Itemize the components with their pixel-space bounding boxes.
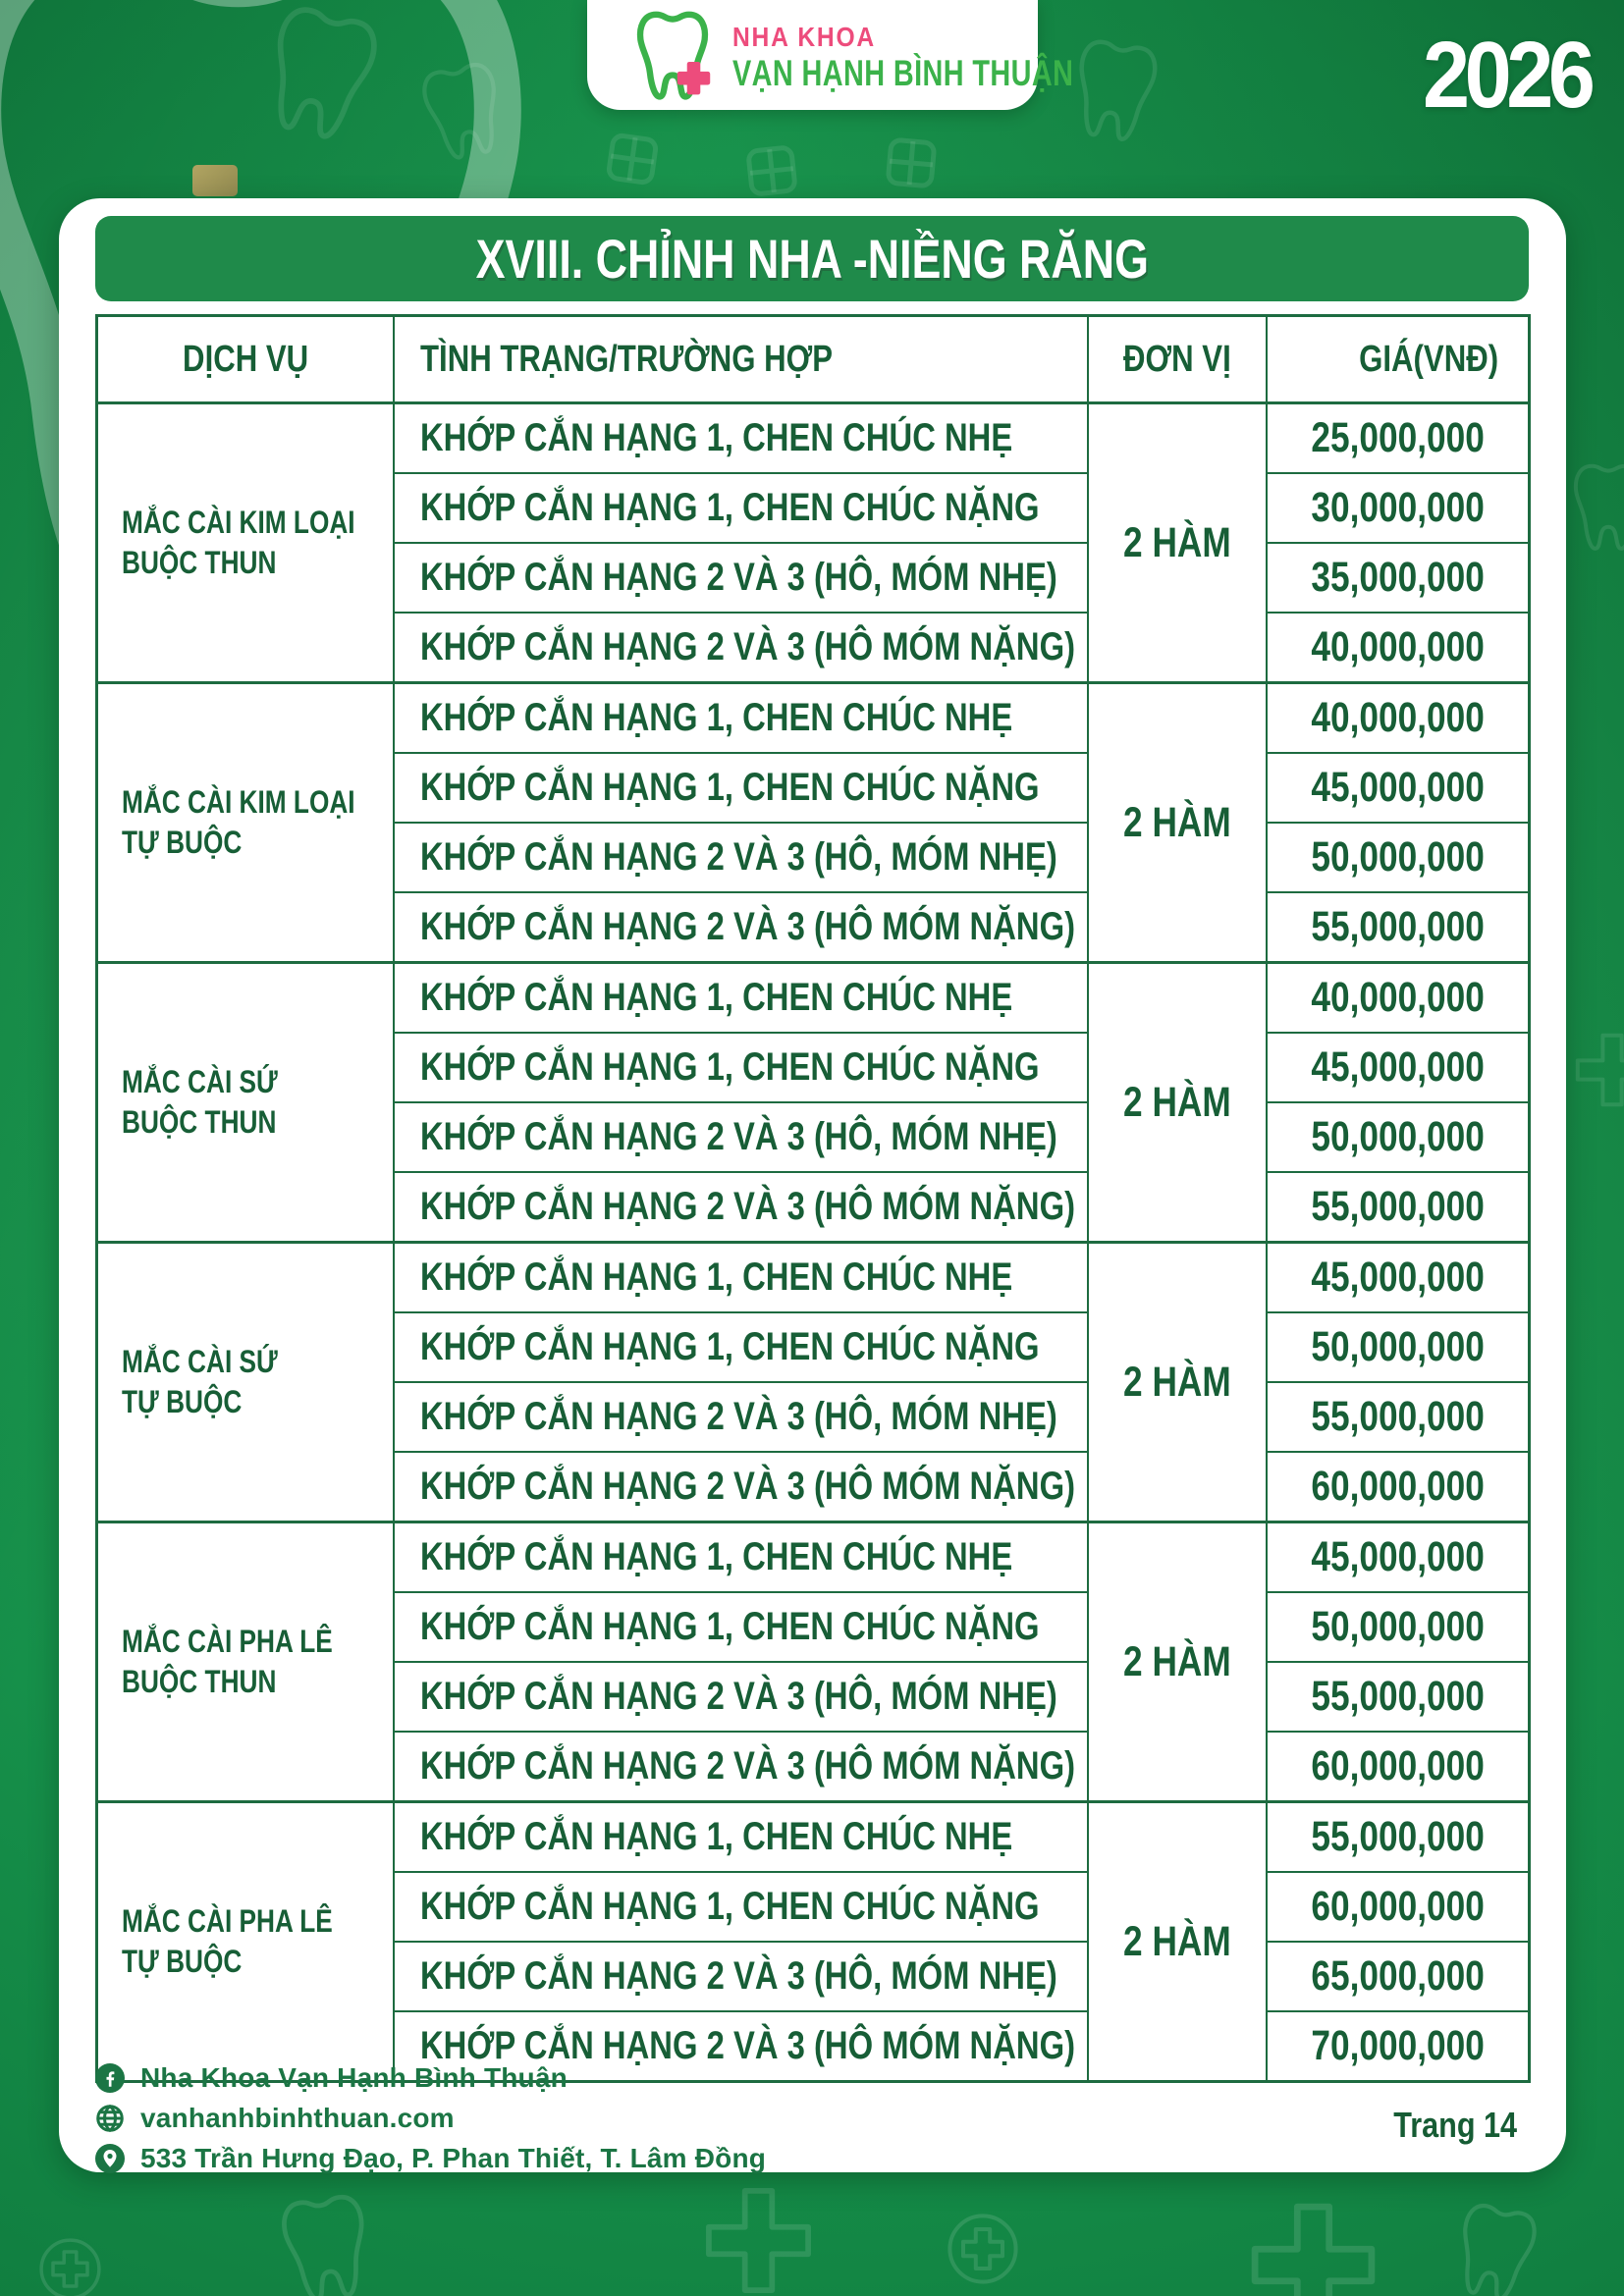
price-cell: 35,000,000 bbox=[1267, 543, 1530, 613]
service-cell: MẮC CÀI KIM LOẠI BUỘC THUN bbox=[97, 403, 394, 683]
globe-icon bbox=[95, 2104, 125, 2133]
case-cell: KHỚP CẮN HẠNG 1, CHEN CHÚC NẶNG bbox=[394, 753, 1088, 823]
facebook-row bbox=[95, 2057, 766, 2098]
price-cell: 45,000,000 bbox=[1267, 1033, 1530, 1102]
header-cell-service: DỊCH VỤ bbox=[97, 316, 394, 403]
unit-cell: 2 HÀM bbox=[1088, 683, 1267, 963]
page-number-label: Trang 14 bbox=[1393, 2105, 1517, 2145]
case-cell: KHỚP CẮN HẠNG 2 VÀ 3 (HÔ, MÓM NHẸ) bbox=[394, 1942, 1088, 2011]
header-cell-unit: ĐƠN VỊ bbox=[1088, 316, 1267, 403]
website-label: vanhanhbinhthuan.com bbox=[140, 2102, 455, 2133]
tooth-logo-icon bbox=[630, 10, 715, 102]
case-cell: KHỚP CẮN HẠNG 1, CHEN CHÚC NHẸ bbox=[394, 1802, 1088, 1873]
case-cell: KHỚP CẮN HẠNG 2 VÀ 3 (HÔ MÓM NẶNG) bbox=[394, 1452, 1088, 1522]
case-cell: KHỚP CẮN HẠNG 2 VÀ 3 (HÔ MÓM NẶNG) bbox=[394, 892, 1088, 963]
price-cell: 55,000,000 bbox=[1267, 892, 1530, 963]
case-cell: KHỚP CẮN HẠNG 2 VÀ 3 (HÔ, MÓM NHẸ) bbox=[394, 1102, 1088, 1172]
service-cell: MẮC CÀI KIM LOẠI TỰ BUỘC bbox=[97, 683, 394, 963]
price-cell: 45,000,000 bbox=[1267, 1243, 1530, 1313]
case-cell: KHỚP CẮN HẠNG 2 VÀ 3 (HÔ, MÓM NHẸ) bbox=[394, 543, 1088, 613]
section-title: XVIII. CHỈNH NHA -NIỀNG RĂNG bbox=[475, 228, 1149, 290]
case-cell: KHỚP CẮN HẠNG 1, CHEN CHÚC NHẸ bbox=[394, 1522, 1088, 1593]
price-cell: 40,000,000 bbox=[1267, 613, 1530, 683]
unit-cell: 2 HÀM bbox=[1088, 1243, 1267, 1522]
case-cell: KHỚP CẮN HẠNG 1, CHEN CHÚC NẶNG bbox=[394, 1592, 1088, 1662]
header-cell-condition: TÌNH TRẠNG/TRƯỜNG HỢP bbox=[394, 316, 1088, 403]
case-cell: KHỚP CẮN HẠNG 2 VÀ 3 (HÔ MÓM NẶNG) bbox=[394, 613, 1088, 683]
price-cell: 55,000,000 bbox=[1267, 1382, 1530, 1452]
website-row bbox=[95, 2098, 766, 2138]
address-label: 533 Trần Hưng Đạo, P. Phan Thiết, T. Lâm Đồng bbox=[140, 2142, 767, 2173]
price-cell: 50,000,000 bbox=[1267, 823, 1530, 892]
case-cell: KHỚP CẮN HẠNG 1, CHEN CHÚC NẶNG bbox=[394, 1872, 1088, 1942]
location-pin-icon bbox=[95, 2144, 125, 2173]
price-list-card bbox=[59, 198, 1566, 2172]
price-cell: 25,000,000 bbox=[1267, 403, 1530, 474]
price-cell: 30,000,000 bbox=[1267, 473, 1530, 543]
price-cell: 40,000,000 bbox=[1267, 963, 1530, 1034]
price-table bbox=[95, 314, 1531, 2083]
case-cell: KHỚP CẮN HẠNG 2 VÀ 3 (HÔ MÓM NẶNG) bbox=[394, 2011, 1088, 2082]
case-cell: KHỚP CẮN HẠNG 2 VÀ 3 (HÔ MÓM NẶNG) bbox=[394, 1172, 1088, 1243]
case-cell: KHỚP CẮN HẠNG 2 VÀ 3 (HÔ, MÓM NHẸ) bbox=[394, 1382, 1088, 1452]
case-cell: KHỚP CẮN HẠNG 1, CHEN CHÚC NẶNG bbox=[394, 1033, 1088, 1102]
section-title-bar bbox=[95, 216, 1529, 301]
table-row bbox=[97, 683, 1530, 754]
clinic-logo-card bbox=[587, 0, 1074, 110]
case-cell: KHỚP CẮN HẠNG 2 VÀ 3 (HÔ, MÓM NHẸ) bbox=[394, 1662, 1088, 1732]
service-cell: MẮC CÀI SỨ TỰ BUỘC bbox=[97, 1243, 394, 1522]
brand-label-top: NHA KHOA bbox=[732, 22, 876, 52]
case-cell: KHỚP CẮN HẠNG 2 VÀ 3 (HÔ MÓM NẶNG) bbox=[394, 1732, 1088, 1802]
case-cell: KHỚP CẮN HẠNG 1, CHEN CHÚC NHẸ bbox=[394, 1243, 1088, 1313]
unit-cell: 2 HÀM bbox=[1088, 403, 1267, 683]
price-cell: 60,000,000 bbox=[1267, 1872, 1530, 1942]
price-cell: 65,000,000 bbox=[1267, 1942, 1530, 2011]
service-cell: MẮC CÀI SỨ BUỘC THUN bbox=[97, 963, 394, 1243]
service-cell: MẮC CÀI PHA LÊ BUỘC THUN bbox=[97, 1522, 394, 1802]
price-cell: 45,000,000 bbox=[1267, 753, 1530, 823]
case-cell: KHỚP CẮN HẠNG 1, CHEN CHÚC NẶNG bbox=[394, 1312, 1088, 1382]
table-row bbox=[97, 1802, 1530, 1873]
contact-footer bbox=[95, 2057, 766, 2178]
case-cell: KHỚP CẮN HẠNG 1, CHEN CHÚC NHẸ bbox=[394, 403, 1088, 474]
table-row bbox=[97, 1243, 1530, 1313]
table-row bbox=[97, 1522, 1530, 1593]
price-cell: 40,000,000 bbox=[1267, 683, 1530, 754]
case-cell: KHỚP CẮN HẠNG 1, CHEN CHÚC NHẸ bbox=[394, 963, 1088, 1034]
unit-cell: 2 HÀM bbox=[1088, 1522, 1267, 1802]
watermark-question-dot bbox=[192, 165, 238, 196]
price-cell: 60,000,000 bbox=[1267, 1452, 1530, 1522]
facebook-icon bbox=[95, 2063, 125, 2093]
table-row bbox=[97, 963, 1530, 1034]
facebook-label: Nha Khoa Vạn Hạnh Bình Thuận bbox=[140, 2061, 568, 2093]
case-cell: KHỚP CẮN HẠNG 2 VÀ 3 (HÔ, MÓM NHẸ) bbox=[394, 823, 1088, 892]
price-cell: 45,000,000 bbox=[1267, 1522, 1530, 1593]
year-label: 2026 bbox=[1423, 23, 1591, 128]
header-row bbox=[97, 316, 1530, 403]
address-row bbox=[95, 2138, 766, 2178]
price-cell: 70,000,000 bbox=[1267, 2011, 1530, 2082]
table-row bbox=[97, 403, 1530, 474]
case-cell: KHỚP CẮN HẠNG 1, CHEN CHÚC NẶNG bbox=[394, 473, 1088, 543]
price-cell: 60,000,000 bbox=[1267, 1732, 1530, 1802]
price-cell: 55,000,000 bbox=[1267, 1662, 1530, 1732]
case-cell: KHỚP CẮN HẠNG 1, CHEN CHÚC NHẸ bbox=[394, 683, 1088, 754]
unit-cell: 2 HÀM bbox=[1088, 1802, 1267, 2082]
price-cell: 50,000,000 bbox=[1267, 1592, 1530, 1662]
price-cell: 50,000,000 bbox=[1267, 1312, 1530, 1382]
price-cell: 55,000,000 bbox=[1267, 1172, 1530, 1243]
service-cell: MẮC CÀI PHA LÊ TỰ BUỘC bbox=[97, 1802, 394, 2082]
brand-name: VẠN HẠNH BÌNH THUẬN bbox=[732, 53, 1074, 93]
price-cell: 55,000,000 bbox=[1267, 1802, 1530, 1873]
unit-cell: 2 HÀM bbox=[1088, 963, 1267, 1243]
price-cell: 50,000,000 bbox=[1267, 1102, 1530, 1172]
header-cell-price: GIÁ(VNĐ) bbox=[1267, 316, 1530, 403]
